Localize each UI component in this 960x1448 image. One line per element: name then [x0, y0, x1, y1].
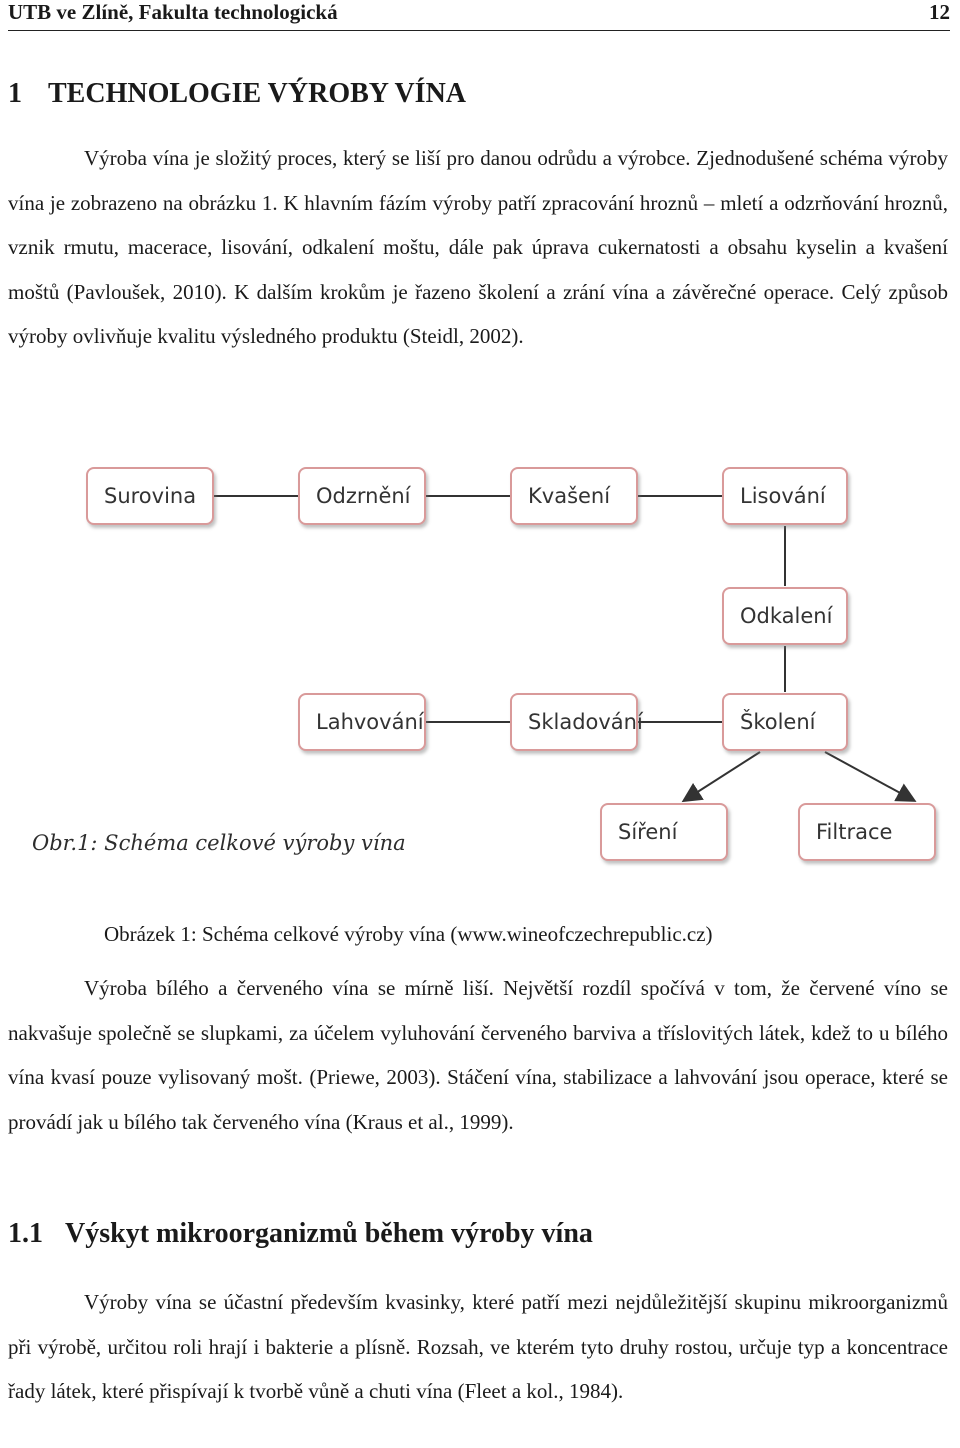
- figure-caption: Obrázek 1: Schéma celkové výroby vína (www.wineofczechrepublic.cz): [104, 922, 713, 946]
- subsection-title: Výskyt mikroorganizmů během výroby vína: [65, 1218, 593, 1249]
- subsection-number: 1.1: [8, 1218, 43, 1249]
- diagram-inner-caption: Obr.1: Schéma celkové výroby vína: [32, 831, 406, 855]
- box-filtrace: Filtrace: [798, 803, 936, 861]
- paragraph-microorganisms: Výroby vína se účastní především kvasinky, které patří mezi nejdůležitější skupinu mikroorganizmů při výrobě, určitou roli hrají i bakterie a plísně. Rozsah, ve kterém tyto druhy rostou, určuje typ a koncentrace řady látek, které přispívají k tvorbě vůně a chuti vína (Fleet a kol., 1984).: [8, 1290, 948, 1403]
- page-number: 12: [929, 0, 950, 24]
- section-title: TECHNOLOGIE VÝROBY VÍNA: [48, 78, 467, 109]
- box-skoleni: Školení: [722, 693, 848, 751]
- box-lahvovani: Lahvování: [298, 693, 426, 751]
- box-kvaseni: Kvašení: [510, 467, 638, 525]
- box-odkaleni: Odkalení: [722, 587, 848, 645]
- section-number: 1: [8, 78, 22, 109]
- header-title: UTB ve Zlíně, Fakulta technologická: [8, 0, 338, 24]
- paragraph-white-red: Výroba bílého a červeného vína se mírně liší. Největší rozdíl spočívá v tom, že červené víno se nakvašuje společně se slupkami, za účelem vyluhování červeného barviva a tříslovitých látek, kdež to u bílého vína kvasí pouze vylisovaný mošt. (Priewe, 2003). Stáčení vína, stabilizace a lahvování jsou operace, které se provádí jak u bílého tak červeného vína (Kraus et al., 1999).: [8, 976, 948, 1134]
- arrow-skoleni-sireni: [685, 752, 760, 800]
- box-surovina: Surovina: [86, 467, 214, 525]
- box-sireni: Síření: [600, 803, 728, 861]
- subsection-heading: [8, 1218, 593, 1250]
- box-skladovani: Skladování: [510, 693, 638, 751]
- box-odzrneni: Odzrnění: [298, 467, 426, 525]
- box-lisovani: Lisování: [722, 467, 848, 525]
- arrow-skoleni-filtrace: [825, 752, 913, 800]
- paragraph-intro: Výroba vína je složitý proces, který se liší pro danou odrůdu a výrobce. Zjednodušené schéma výroby vína je zobrazeno na obrázku 1. K hlavním fázím výroby patří zpracování hroznů – mletí a odzrňování hroznů, vznik rmutu, macerace, lisování, odkalení moštu, dále pak úprava cukernatosti a obsahu kyselin a kvašení moštů (Pavloušek, 2010). K dalším krokům je řazeno školení a zrání vína a závěrečné operace. Celý způsob výroby ovlivňuje kvalitu výsledného produktu (Steidl, 2002).: [8, 146, 948, 348]
